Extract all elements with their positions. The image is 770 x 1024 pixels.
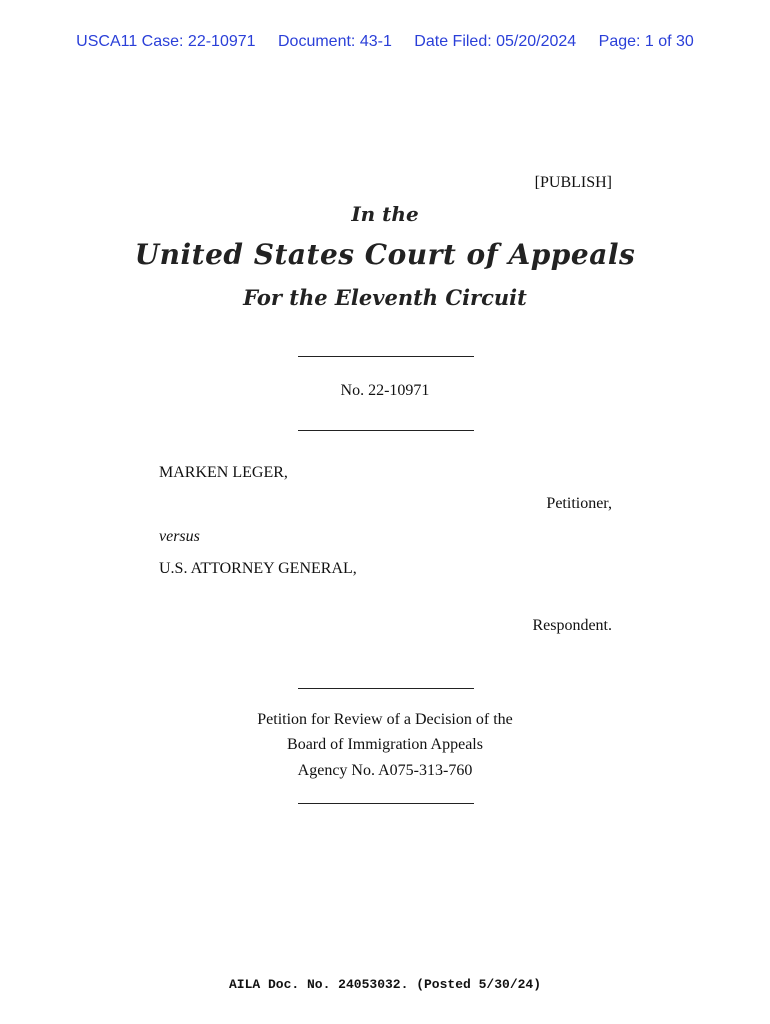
petitioner-name: MARKEN LEGER, — [159, 464, 288, 481]
versus-label: versus — [159, 528, 200, 545]
page-count-header: Page: 1 of 30 — [598, 33, 694, 50]
divider-rule — [298, 430, 474, 431]
divider-rule — [298, 803, 474, 804]
respondent-role: Respondent. — [532, 617, 612, 634]
petition-line-3: Agency No. A075-313-760 — [297, 762, 473, 779]
petition-line-2: Board of Immigration Appeals — [287, 736, 483, 753]
divider-rule — [298, 356, 474, 357]
document-number-header: Document: 43-1 — [278, 33, 392, 50]
petitioner-role: Petitioner, — [546, 495, 612, 512]
date-filed-header: Date Filed: 05/20/2024 — [414, 33, 577, 50]
divider-rule — [298, 688, 474, 689]
aila-footer: AILA Doc. No. 24053032. (Posted 5/30/24) — [228, 977, 542, 992]
court-name: United States Court of Appeals — [134, 238, 636, 271]
publish-label: [PUBLISH] — [534, 174, 612, 191]
filing-header — [0, 33, 770, 51]
respondent-name: U.S. ATTORNEY GENERAL, — [159, 560, 357, 577]
court-circuit: For the Eleventh Circuit — [243, 285, 527, 310]
case-number: No. 22-10971 — [340, 382, 430, 399]
case-number-header: USCA11 Case: 22-10971 — [76, 33, 256, 50]
court-in-the: In the — [351, 202, 419, 226]
petition-line-1: Petition for Review of a Decision of the — [257, 711, 513, 728]
